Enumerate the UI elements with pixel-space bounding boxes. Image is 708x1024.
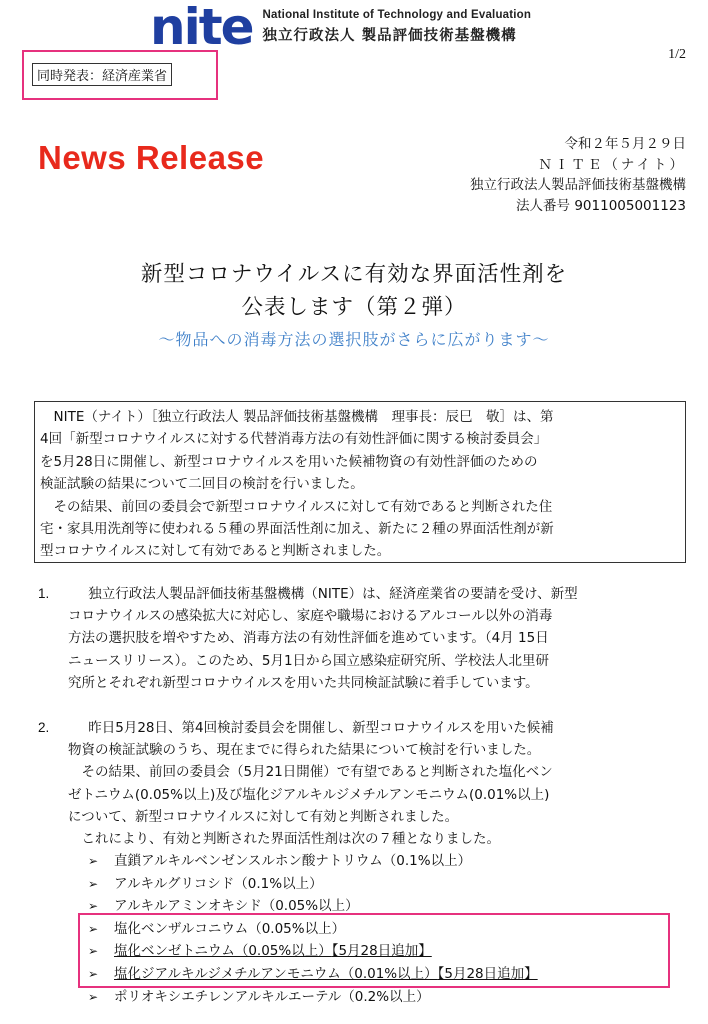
- surfactant-name: アルキルアミンオキシド（0.05%以上）: [114, 898, 359, 915]
- arrow-bullet-icon: ➢: [88, 944, 99, 959]
- item-line: 方法の選択肢を増やすため、消毒方法の有効性評価を進めています。（4月 15日: [68, 630, 549, 647]
- joint-release-label: 同時発表：経済産業省: [32, 63, 172, 86]
- page-title: [0, 258, 708, 324]
- title-line-1: 新型コロナウイルスに有効な界面活性剤を: [140, 262, 568, 287]
- surfactant-name: アルキルグリコシド（0.1%以上）: [114, 875, 323, 892]
- logo-english: National Institute of Technology and Evaluation: [262, 9, 532, 21]
- new-items-highlight: [78, 913, 670, 988]
- summary-box: [34, 401, 686, 563]
- arrow-bullet-icon: ➢: [88, 899, 99, 914]
- surfactant-name: 塩化ベンゼトニウム（0.05%以上）: [114, 943, 332, 960]
- logo-text: [263, 9, 532, 45]
- issuer-name: ＮＩＴＥ（ナイト）: [538, 156, 686, 173]
- page-number: 1/2: [668, 47, 686, 62]
- item-body: [68, 583, 688, 694]
- item-line: その結果、前回の委員会（5月21日開催）で有望であると判断された塩化ベン: [81, 764, 553, 781]
- list-item: [88, 873, 688, 896]
- issuer-block: [470, 134, 686, 216]
- item-line: 独立行政法人製品評価技術基盤機構（NITE）は、経済産業省の要請を受け、新型: [88, 586, 578, 602]
- summary-line: を5月28日に開催し、新型コロナウイルスを用いた候補物資の有効性評価のための: [40, 453, 538, 470]
- arrow-bullet-icon: ➢: [88, 989, 99, 1004]
- release-date: 令和２年５月２９日: [564, 136, 686, 152]
- item-number: 1.: [38, 586, 50, 601]
- nite-logo: [150, 0, 532, 56]
- item-line: 物資の検証試験のうち、現在までに得られた結果について検討を行いました。: [68, 742, 541, 759]
- item-line: 究所とそれぞれ新型コロナウイルスを用いた共同検証試験に着手しています。: [68, 674, 539, 691]
- summary-line: 4回「新型コロナウイルスに対する代替消毒方法の有効性評価に関する検討委員会」: [40, 431, 548, 448]
- news-release-heading: News Release: [38, 139, 265, 176]
- arrow-bullet-icon: ➢: [88, 966, 99, 981]
- item-line: これにより、有効と判断された界面活性剤は次の７種となりました。: [81, 831, 500, 848]
- surfactant-name: 塩化ベンザルコニウム（0.05%以上）: [114, 920, 346, 937]
- issuer-org: 独立行政法人製品評価技術基盤機構: [470, 177, 686, 193]
- added-tag: 【5月28日追加】: [331, 943, 432, 960]
- item-line: コロナウイルスの感染拡大に対応し、家庭や職場におけるアルコール以外の消毒: [68, 608, 553, 625]
- added-tag: 【5月28日追加】: [437, 965, 538, 982]
- item-line: について、新型コロナウイルスに対して有効と判断されました。: [68, 808, 459, 825]
- item-body: [68, 717, 688, 850]
- arrow-bullet-icon: ➢: [88, 854, 99, 868]
- logo-mark: nite: [150, 0, 253, 56]
- corporate-number: 法人番号 9011005001123: [516, 197, 686, 214]
- summary-line: NITE（ナイト）［独立行政法人 製品評価技術基盤機構 理事長：辰巳 敬］は、第: [53, 409, 554, 425]
- list-item: [88, 986, 688, 1009]
- surfactant-name: 直鎖アルキルベンゼンスルホン酸ナトリウム（0.1%以上）: [114, 853, 472, 869]
- item-line: ゼトニウム(0.05%以上)及び塩化ジアルキルジメチルアンモニウム(0.01%以上): [68, 786, 550, 803]
- numbered-item-1: [38, 583, 688, 694]
- numbered-item-2: [38, 717, 688, 850]
- item-number: 2.: [38, 720, 50, 735]
- surfactant-name: 塩化ジアルキルジメチルアンモニウム（0.01%以上）: [114, 965, 438, 982]
- arrow-bullet-icon: ➢: [88, 921, 99, 936]
- summary-line: 宅・家具用洗剤等に使われる５種の界面活性剤に加え、新たに２種の界面活性剤が新: [40, 521, 554, 538]
- item-line: 昨日5月28日、第4回検討委員会を開催し、新型コロナウイルスを用いた候補: [88, 720, 554, 736]
- joint-release-highlight: [22, 50, 218, 100]
- title-line-2: 公表します（第２弾）: [241, 295, 467, 320]
- page-subtitle: ～物品への消毒方法の選択肢がさらに広がります～: [158, 330, 550, 349]
- surfactant-name: ポリオキシエチレンアルキルエーテル（0.2%以上）: [114, 988, 430, 1005]
- list-item: [88, 850, 688, 873]
- logo-japanese: 独立行政法人 製品評価技術基盤機構: [262, 28, 517, 44]
- arrow-bullet-icon: ➢: [88, 876, 99, 891]
- item-line: ニュースリリース）。このため、5月1日から国立感染症研究所、学校法人北里研: [68, 652, 550, 669]
- summary-line: 型コロナウイルスに対して有効であると判断されました。: [40, 543, 391, 560]
- summary-line: その結果、前回の委員会で新型コロナウイルスに対して有効であると判断された住: [53, 498, 553, 515]
- summary-line: 検証試験の結果について二回目の検討を行いました。: [40, 476, 364, 493]
